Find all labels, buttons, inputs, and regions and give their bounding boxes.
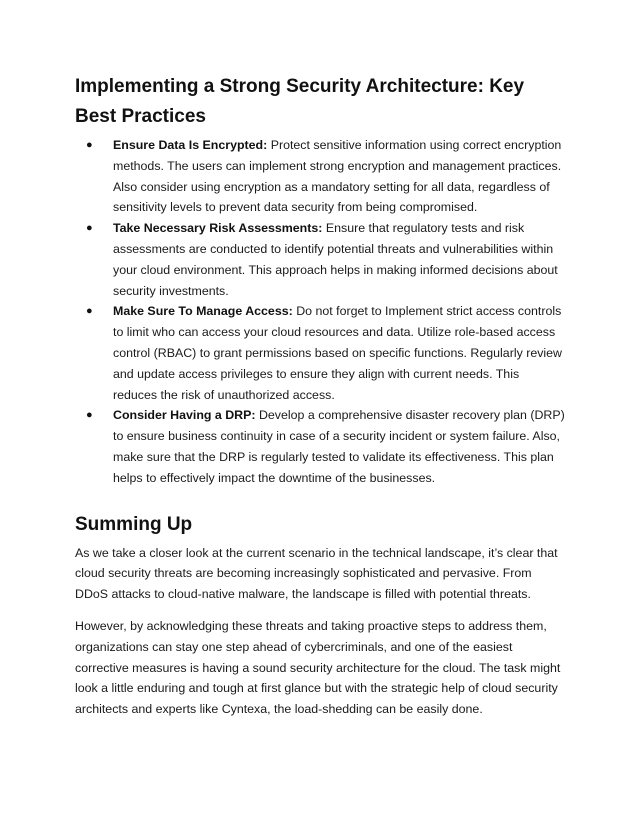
list-item-text: Develop a comprehensive disaster recovery plan (DRP) to ensure business continuity in case of a security incident or system failure. Also, make sure that the DRP is regularly tested to validate its effectiveness. This plan helps to effectively impact the downtime of the businesses.: [113, 408, 565, 485]
list-item-term: Ensure Data Is Encrypted:: [113, 138, 271, 152]
list-item-text: Protect sensitive information using correct encryption methods. The users can implement strong encryption and management practices. Also consider using encryption as a mandatory setting for all data, regardless of sensitivity levels to prevent data security from being compromised.: [113, 138, 562, 215]
document-content: [75, 72, 565, 720]
list-item-term: Make Sure To Manage Access:: [113, 304, 297, 319]
bullet-icon: ●: [86, 139, 93, 151]
bullet-icon: ●: [86, 305, 93, 318]
body-paragraph: However, by acknowledging these threats and taking proactive steps to address them, organizations can stay one step ahead of cybercriminals, and one of the easiest corrective measures is having a sound security architecture for the cloud. The task might look a little enduring and tough at first glance but with the strategic help of cloud security architects and experts like Cyntexa, the load-shedding can be easily done.: [75, 618, 561, 717]
section-heading-best-practices: Implementing a Strong Security Architecture: Key Best Practices: [75, 76, 525, 127]
list-item-text: Do not forget to Implement strict access controls to limit who can access your cloud resources and data. Utilize role-based access control (RBAC) to grant permissions based on specific functions. Regularly review and update access privileges to ensure they align with current needs. This reduces the risk of unauthorized access.: [113, 304, 563, 402]
list-item: [86, 301, 565, 405]
list-item-text: Ensure that regulatory tests and risk assessments are conducted to identify potential threats and vulnerabilities within your cloud environment. This approach helps in making informed decisions about security investments.: [113, 221, 558, 298]
bullet-icon: ●: [86, 409, 93, 422]
list-item: [86, 135, 565, 218]
body-paragraph: As we take a closer look at the current scenario in the technical landscape, it’s clear that cloud security threats are becoming increasingly sophisticated and pervasive. From DDoS attacks to cloud-native malware, the landscape is filled with potential threats.: [75, 545, 558, 602]
list-item: [86, 218, 565, 301]
best-practices-list: [75, 135, 565, 489]
list-item-term: Consider Having a DRP:: [113, 408, 259, 423]
list-item: [86, 405, 565, 488]
bullet-icon: ●: [86, 222, 93, 235]
section-heading-summing-up: Summing Up: [75, 513, 193, 535]
list-item-term: Take Necessary Risk Assessments:: [113, 221, 326, 236]
